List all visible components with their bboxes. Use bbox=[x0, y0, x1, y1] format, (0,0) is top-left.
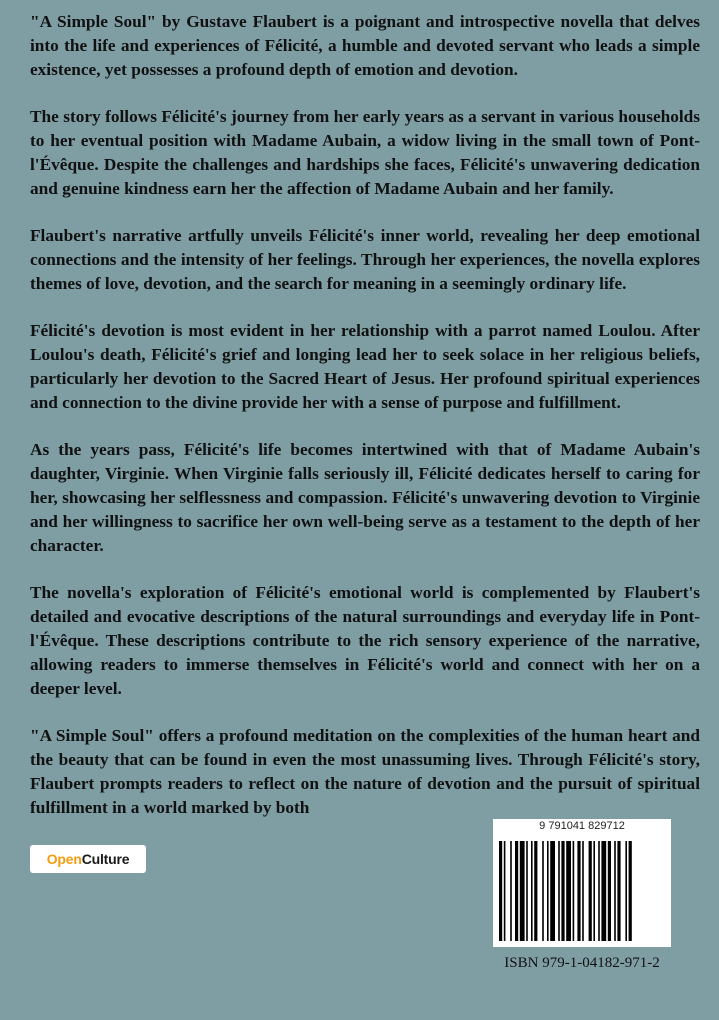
barcode-bar bbox=[573, 841, 575, 941]
barcode-number: 9 791041 829712 bbox=[539, 820, 625, 832]
paragraph-4: Félicité's devotion is most evident in her relationship with a parrot named Loulou. After Loulou's death, Félicité's grief and longing lead her to seek solace in her religious beliefs, particularly her devotion to the Sacred Heart of Jesus. Her profound spiritual experiences and connection to the divine provide her with a sense of purpose and fulfillment. bbox=[30, 321, 700, 412]
barcode-bar bbox=[589, 841, 592, 941]
barcode-bar bbox=[558, 841, 560, 941]
barcode-bar bbox=[542, 841, 544, 941]
barcode-bar bbox=[629, 841, 632, 941]
barcode-bar bbox=[561, 841, 564, 941]
barcode-bar bbox=[504, 841, 506, 941]
barcode-bar bbox=[593, 841, 595, 941]
barcode-bar bbox=[534, 841, 537, 941]
barcode-bar bbox=[526, 841, 528, 941]
barcode-bar bbox=[598, 841, 600, 941]
logo-part-culture: Culture bbox=[81, 851, 130, 867]
barcode-bar bbox=[547, 841, 549, 941]
paragraph-5: As the years pass, Félicité's life becomes intertwined with that of Madame Aubain's daughter, Virginie. When Virginie falls seriously ill, Félicité dedicates herself to caring for her, showcasing her selflessness and compassion. Félicité's unwavering devotion to Virginie and her willingness to sacrifice her own well-being serve as a testament to the depth of her character. bbox=[30, 440, 700, 555]
barcode-bar bbox=[608, 841, 611, 941]
barcode-bar bbox=[499, 841, 502, 941]
barcode-bar bbox=[625, 841, 627, 941]
isbn: ISBN 979-1-04182-971-2 bbox=[504, 955, 660, 971]
paragraph-3: Flaubert's narrative artfully unveils Félicité's inner world, revealing her deep emotional connections and the intensity of her feelings. Through her experiences, the novella explores themes of love, devotion, and the search for meaning in a seemingly ordinary life. bbox=[30, 226, 700, 293]
paragraph-7: "A Simple Soul" offers a profound meditation on the complexities of the human heart and the beauty that can be found in even the most unassuming lives. Through Félicité's story, Flaubert prompts readers to reflect on the nature of devotion and the pursuit of spiritual fulfillment in a world marked by both bbox=[30, 726, 700, 817]
barcode-bar bbox=[566, 841, 571, 941]
barcode-bar bbox=[531, 841, 533, 941]
paragraph-6: The novella's exploration of Félicité's emotional world is complemented by Flaubert's detailed and evocative descriptions of the natural surroundings and everyday life in Pont-l'Évêque. These descriptions contribute to the rich sensory experience of the narrative, allowing readers to immerse themselves in Félicité's world and connect with her on a deeper level. bbox=[30, 583, 700, 698]
barcode-bars bbox=[499, 841, 665, 941]
barcode-bar bbox=[510, 841, 512, 941]
paragraph-1: "A Simple Soul" by Gustave Flaubert is a poignant and introspective novella that delves into the life and experiences of Félicité, a humble and devoted servant who leads a simple existence, yet possesses a profound depth of emotion and devotion. bbox=[30, 12, 700, 79]
barcode-bar bbox=[515, 841, 518, 941]
barcode-bar bbox=[577, 841, 580, 941]
barcode-bar bbox=[617, 841, 620, 941]
barcode-bar bbox=[614, 841, 616, 941]
barcode-bar bbox=[520, 841, 525, 941]
openculture-logo bbox=[30, 845, 146, 873]
barcode-bar bbox=[582, 841, 584, 941]
barcode-bar bbox=[601, 841, 606, 941]
logo-part-open: Open bbox=[46, 851, 82, 867]
back-cover-text bbox=[30, 10, 700, 843]
barcode bbox=[493, 819, 671, 947]
barcode-bar bbox=[550, 841, 555, 941]
paragraph-2: The story follows Félicité's journey from her early years as a servant in various households to her eventual position with Madame Aubain, a widow living in the small town of Pont-l'Évêque. Despite the challenges and hardships she faces, Félicité's unwavering dedication and genuine kindness earn her the affection of Madame Aubain and her family. bbox=[30, 107, 700, 198]
